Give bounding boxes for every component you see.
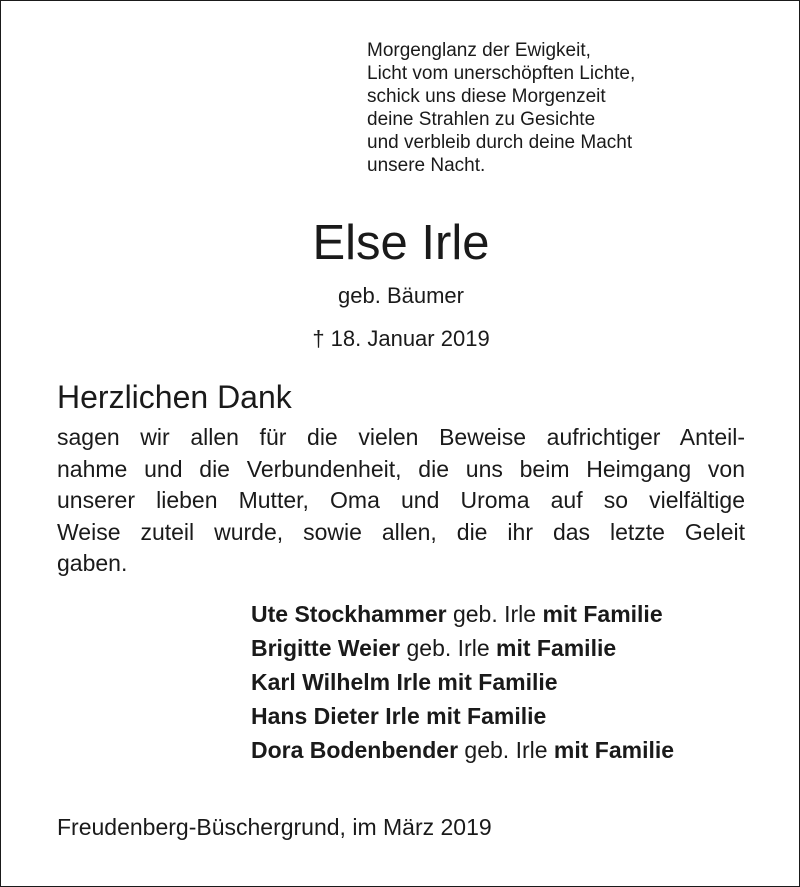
signer-row	[251, 699, 674, 733]
poem-line: schick uns diese Morgenzeit	[367, 86, 606, 107]
signer-suffix: mit Familie	[437, 669, 558, 695]
signer-name: Karl Wilhelm Irle	[251, 669, 432, 695]
thanks-line: unserer lieben Mutter, Oma und Uroma auf so vielfältige	[57, 487, 745, 513]
death-date: † 18. Januar 2019	[312, 326, 490, 351]
signer-suffix: mit Familie	[496, 635, 617, 661]
signer-birth-name: geb. Irle	[458, 737, 554, 763]
signer-row	[251, 665, 674, 699]
signer-suffix: mit Familie	[553, 737, 675, 763]
thanks-body	[57, 422, 745, 580]
place-and-date: Freudenberg-Büschergrund, im März 2019	[57, 814, 492, 840]
thanks-line: Weise zuteil wurde, sowie allen, die ihr das letzte Geleit	[57, 518, 745, 545]
signer-suffix: mit Familie	[542, 601, 663, 627]
signer-row	[251, 733, 674, 767]
signer-birth-name: geb. Irle	[446, 601, 543, 627]
poem-line: Licht vom unerschöpften Lichte,	[367, 63, 636, 84]
thanks-line: sagen wir allen für die vielen Beweise aufrichtiger Anteil-	[57, 424, 745, 450]
signer-birth-name: geb. Irle	[400, 635, 496, 661]
signer-name: Hans Dieter Irle	[251, 703, 420, 729]
deceased-name: Else Irle	[312, 216, 490, 270]
signer-name: Brigitte Weier	[251, 635, 401, 661]
thanks-line: nahme und die Verbundenheit, die uns beim Heimgang von	[57, 455, 745, 482]
signer-suffix: mit Familie	[426, 703, 547, 729]
poem-line: und verbleib durch deine Macht	[367, 132, 633, 153]
signer-name: Ute Stockhammer	[251, 601, 447, 627]
signer-row	[251, 597, 674, 631]
poem-line: Morgenglanz der Ewigkeit,	[367, 40, 591, 61]
thanks-line: gaben.	[57, 550, 128, 576]
signer-row	[251, 631, 674, 665]
maiden-name: geb. Bäumer	[338, 283, 464, 308]
signers-list	[251, 597, 674, 767]
thanks-heading: Herzlichen Dank	[57, 379, 292, 415]
signer-name: Dora Bodenbender	[251, 737, 459, 763]
poem-line: unsere Nacht.	[367, 155, 486, 176]
poem-verse	[367, 39, 635, 177]
poem-line: deine Strahlen zu Gesichte	[367, 109, 596, 130]
